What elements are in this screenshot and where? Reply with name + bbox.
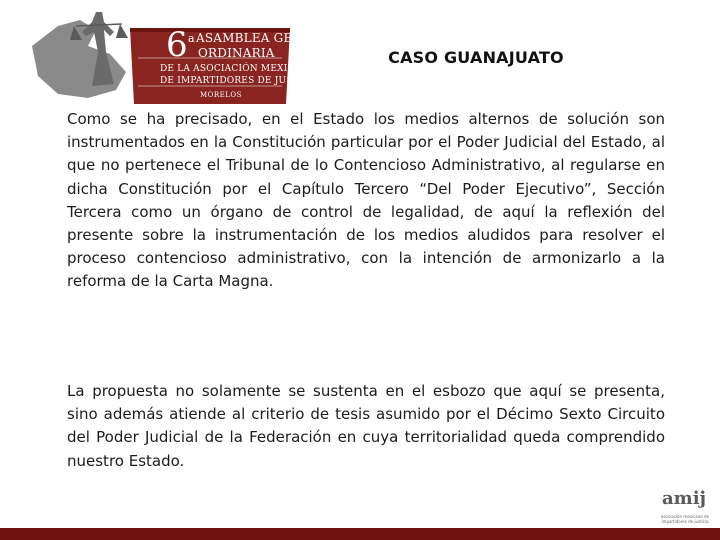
logo-line-impartidores: DE IMPARTIDORES DE JUSTICIA bbox=[160, 76, 321, 86]
footer-bar bbox=[0, 528, 720, 540]
logo-numeral: 6 bbox=[166, 25, 188, 65]
logo-line-morelos: MORELOS bbox=[200, 91, 242, 99]
logo-line-asamblea: ASAMBLEA GENERAL bbox=[196, 31, 339, 45]
event-logo bbox=[18, 6, 339, 106]
amij-caption: asociación mexicana de impartidores de justicia bbox=[661, 514, 709, 524]
amij-wordmark: amij bbox=[662, 488, 707, 509]
logo-numeral-superscript: a bbox=[188, 32, 195, 45]
logo-line-ordinaria: ORDINARIA bbox=[198, 46, 275, 60]
logo-line-asociacion: DE LA ASOCIACIÓN MEXICANA bbox=[160, 64, 317, 74]
body-paragraph: Como se ha precisado, en el Estado los medios alternos de solución son instrumentados en la Constitución particular por el Poder Judicial del Estado, al que no pertenece el Tribunal de lo Contencioso Administrativo, al regularse en dicha Constitución por el Capítulo Tercero “Del Poder Ejecutivo”, Sección Tercera como un órgano de control de legalidad, de aquí la reflexión del presente sobre la instrumentación de los medios aludidos para resolver el proceso contencioso administrativo, con la intención de armonizarlo a la reforma de la Carta Magna. bbox=[67, 110, 665, 291]
slide-title: CASO GUANAJUATO bbox=[388, 48, 564, 67]
amij-logo bbox=[650, 488, 720, 530]
body-paragraph: La propuesta no solamente se sustenta en el esbozo que aquí se presenta, sino además atiende al criterio de tesis asumido por el Décimo Sexto Circuito del Poder Judicial de la Federación en cuya territorialidad queda comprendido nuestro Estado. bbox=[67, 382, 665, 470]
